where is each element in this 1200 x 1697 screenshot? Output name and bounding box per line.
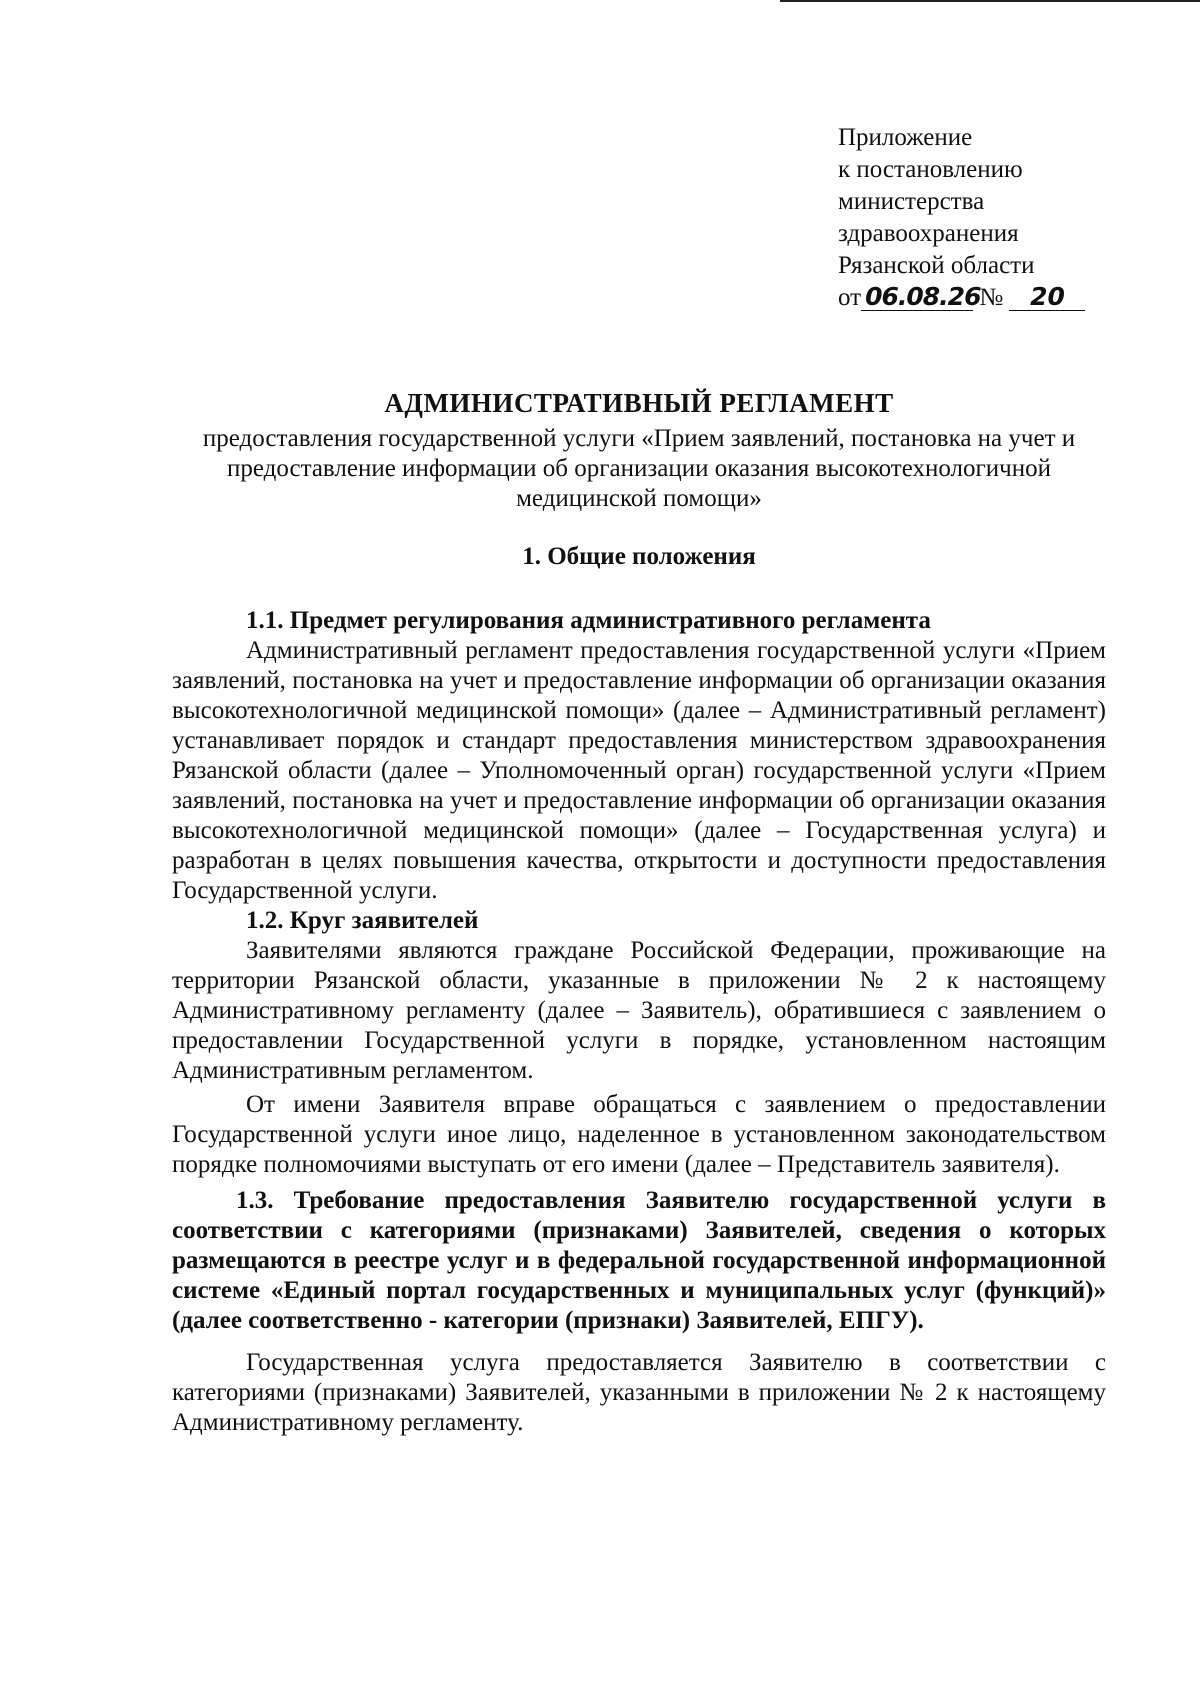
appendix-line: Рязанской области: [838, 252, 1035, 279]
paragraph-1-3: Государственная услуга предоставляется Заявителю в соответствии с категориями (признаками) Заявителей, указанными в приложении № 2 к настоящему Административному регламенту.: [172, 1349, 1106, 1436]
appendix-line: к постановлению: [838, 156, 1023, 183]
section-heading: 1. Общие положения: [522, 543, 756, 570]
handwritten-number: 20: [1009, 284, 1085, 311]
document-body: [172, 388, 1106, 1438]
paragraph-1-1: Административный регламент предоставления государственной услуги «Прием заявлений, постановка на учет и предоставление информации об организации оказания высокотехнологичной медицинской помощи» (далее – Административный регламент) устанавливает порядок и стандарт предоставления министерством здравоохранения Рязанской области (далее – Уполномоченный орган) государственной услуги «Прием заявлений, постановка на учет и предоставление информации об организации оказания высокотехнологичной медицинской помощи» (далее – Государственная услуга) и разработан в целях повышения качества, открытости и доступности предоставления Государственной услуги.: [172, 637, 1106, 904]
appendix-block: [838, 122, 1085, 314]
appendix-line: Приложение: [838, 124, 973, 151]
document-subtitle: предоставления государственной услуги «Прием заявлений, постановка на учет и предоставление информации об организации оказания высокотехнологичной медицинской помощи»: [202, 425, 1076, 512]
scan-edge-line: [780, 0, 1200, 2]
number-label: №: [979, 284, 1004, 311]
paragraph-1-2-b: От имени Заявителя вправе обращаться с заявлением о предоставлении Государственной услуги иное лицо, наделенное в установленном законодательством порядке полномочиями выступать от его имени (далее – Представитель заявителя).: [172, 1091, 1106, 1178]
from-label: от: [838, 284, 862, 311]
subsection-heading-1-1: 1.1. Предмет регулирования административного регламента: [246, 607, 931, 634]
document-title: АДМИНИСТРАТИВНЫЙ РЕГЛАМЕНТ: [384, 388, 894, 418]
appendix-date-line: [838, 282, 1085, 314]
paragraph-1-2-a: Заявителями являются граждане Российской Федерации, проживающие на территории Рязанской области, указанные в приложении № 2 к настоящему Административному регламенту (далее – Заявитель), обратившиеся с заявлением о предоставлении Государственной услуги в порядке, установленном настоящим Административным регламентом.: [172, 937, 1106, 1084]
subsection-heading-1-3: 1.3. Требование предоставления Заявителю государственной услуги в соответствии с категориями (признаками) Заявителей, сведения о которых размещаются в реестре услуг и в федеральной государственной информационной системе «Единый портал государственных и муниципальных услуг (функций)» (далее соответственно - категории (признаки) Заявителей, ЕПГУ).: [172, 1187, 1106, 1334]
subsection-heading-1-2: 1.2. Круг заявителей: [246, 907, 479, 934]
handwritten-date: 06.08.26: [861, 284, 973, 311]
appendix-line: министерства: [838, 188, 985, 215]
appendix-line: здравоохранения: [838, 220, 1019, 247]
